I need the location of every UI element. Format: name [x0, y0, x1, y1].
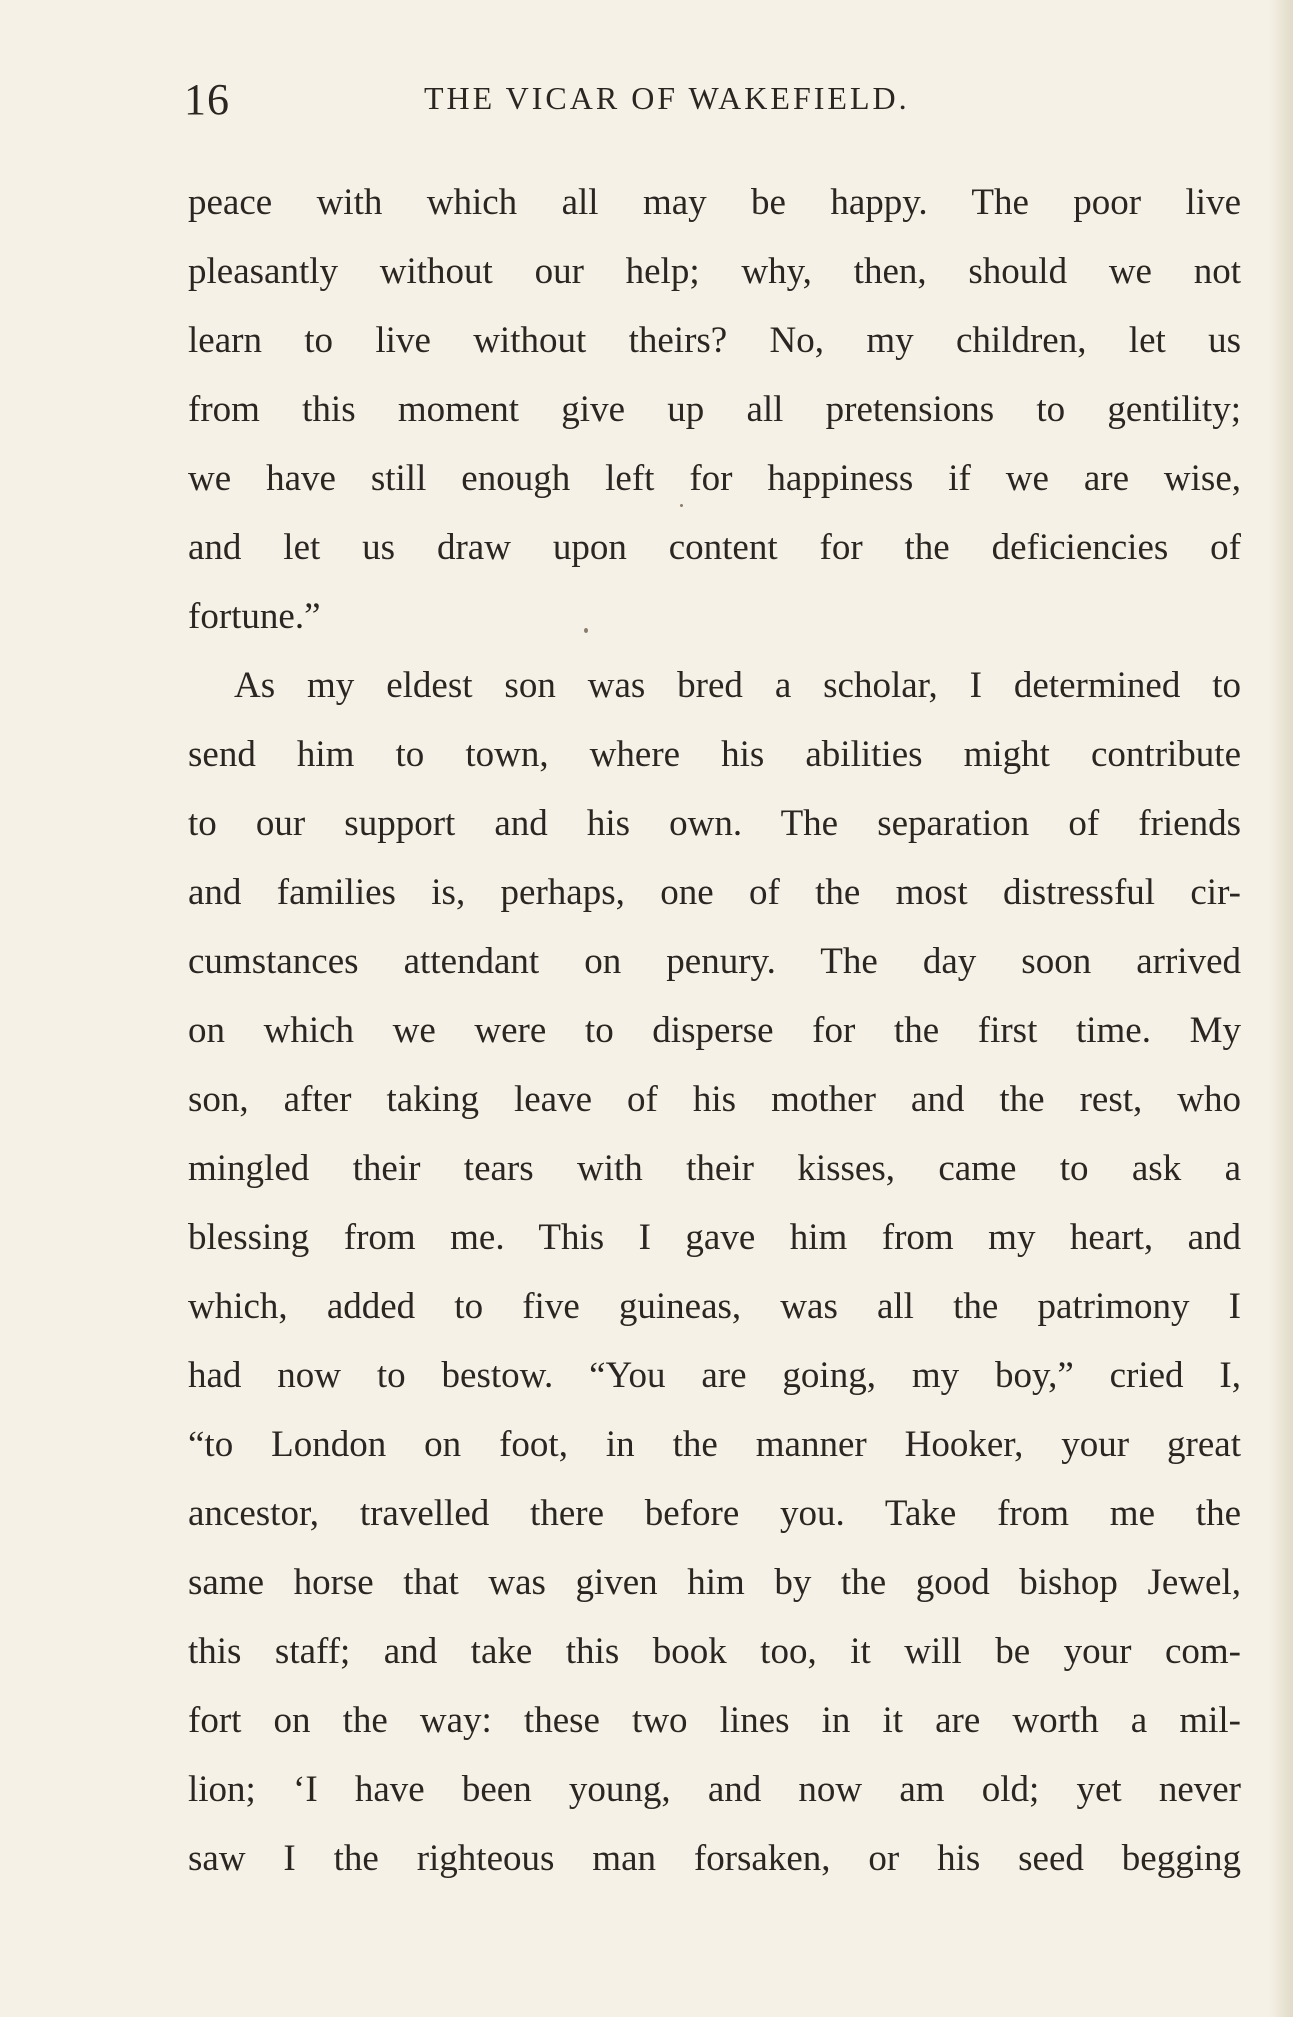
text-line: learn to live without theirs? No, my children, let us — [188, 320, 1241, 361]
text-line: from this moment give up all pretensions to gentility; — [188, 389, 1241, 430]
text-line: same horse that was given him by the good bishop Jewel, — [188, 1562, 1241, 1603]
ink-speck — [584, 628, 588, 633]
text-line: this staff; and take this book too, it will be your com- — [188, 1631, 1241, 1672]
text-line: send him to town, where his abilities might contribute — [188, 734, 1241, 775]
text-line: mingled their tears with their kisses, came to ask a — [188, 1148, 1241, 1189]
page-number: 16 — [184, 75, 230, 124]
body-text — [188, 168, 1241, 1893]
text-line: lion; ‘I have been young, and now am old; yet never — [188, 1769, 1241, 1810]
text-line: which, added to five guineas, was all the patrimony I — [188, 1286, 1241, 1327]
text-line: to our support and his own. The separation of friends — [188, 803, 1241, 844]
running-head — [184, 74, 1084, 134]
text-line: blessing from me. This I gave him from my heart, and — [188, 1217, 1241, 1258]
text-line: and let us draw upon content for the deficiencies of — [188, 527, 1241, 568]
text-line: son, after taking leave of his mother and the rest, who — [188, 1079, 1241, 1120]
text-line: saw I the righteous man forsaken, or his seed begging — [188, 1838, 1241, 1879]
running-title: THE VICAR OF WAKEFIELD. — [424, 80, 910, 116]
page-edge-shadow — [1269, 0, 1293, 2017]
text-line: and families is, perhaps, one of the most distressful cir- — [188, 872, 1241, 913]
text-line: had now to bestow. “You are going, my boy,” cried I, — [188, 1355, 1241, 1396]
text-line: peace with which all may be happy. The poor live — [188, 182, 1241, 223]
text-line: pleasantly without our help; why, then, should we not — [188, 251, 1241, 292]
text-line: fort on the way: these two lines in it are worth a mil- — [188, 1700, 1241, 1741]
text-line: cumstances attendant on penury. The day soon arrived — [188, 941, 1241, 982]
text-line-paragraph-end: fortune.” — [188, 596, 321, 637]
text-line-paragraph-start: As my eldest son was bred a scholar, I determined to — [234, 665, 1241, 706]
text-line: ancestor, travelled there before you. Take from me the — [188, 1493, 1241, 1534]
text-line: we have still enough left for happiness if we are wise, — [188, 458, 1241, 499]
text-line: on which we were to disperse for the first time. My — [188, 1010, 1241, 1051]
text-line: “to London on foot, in the manner Hooker, your great — [188, 1424, 1241, 1465]
ink-speck — [680, 504, 683, 507]
